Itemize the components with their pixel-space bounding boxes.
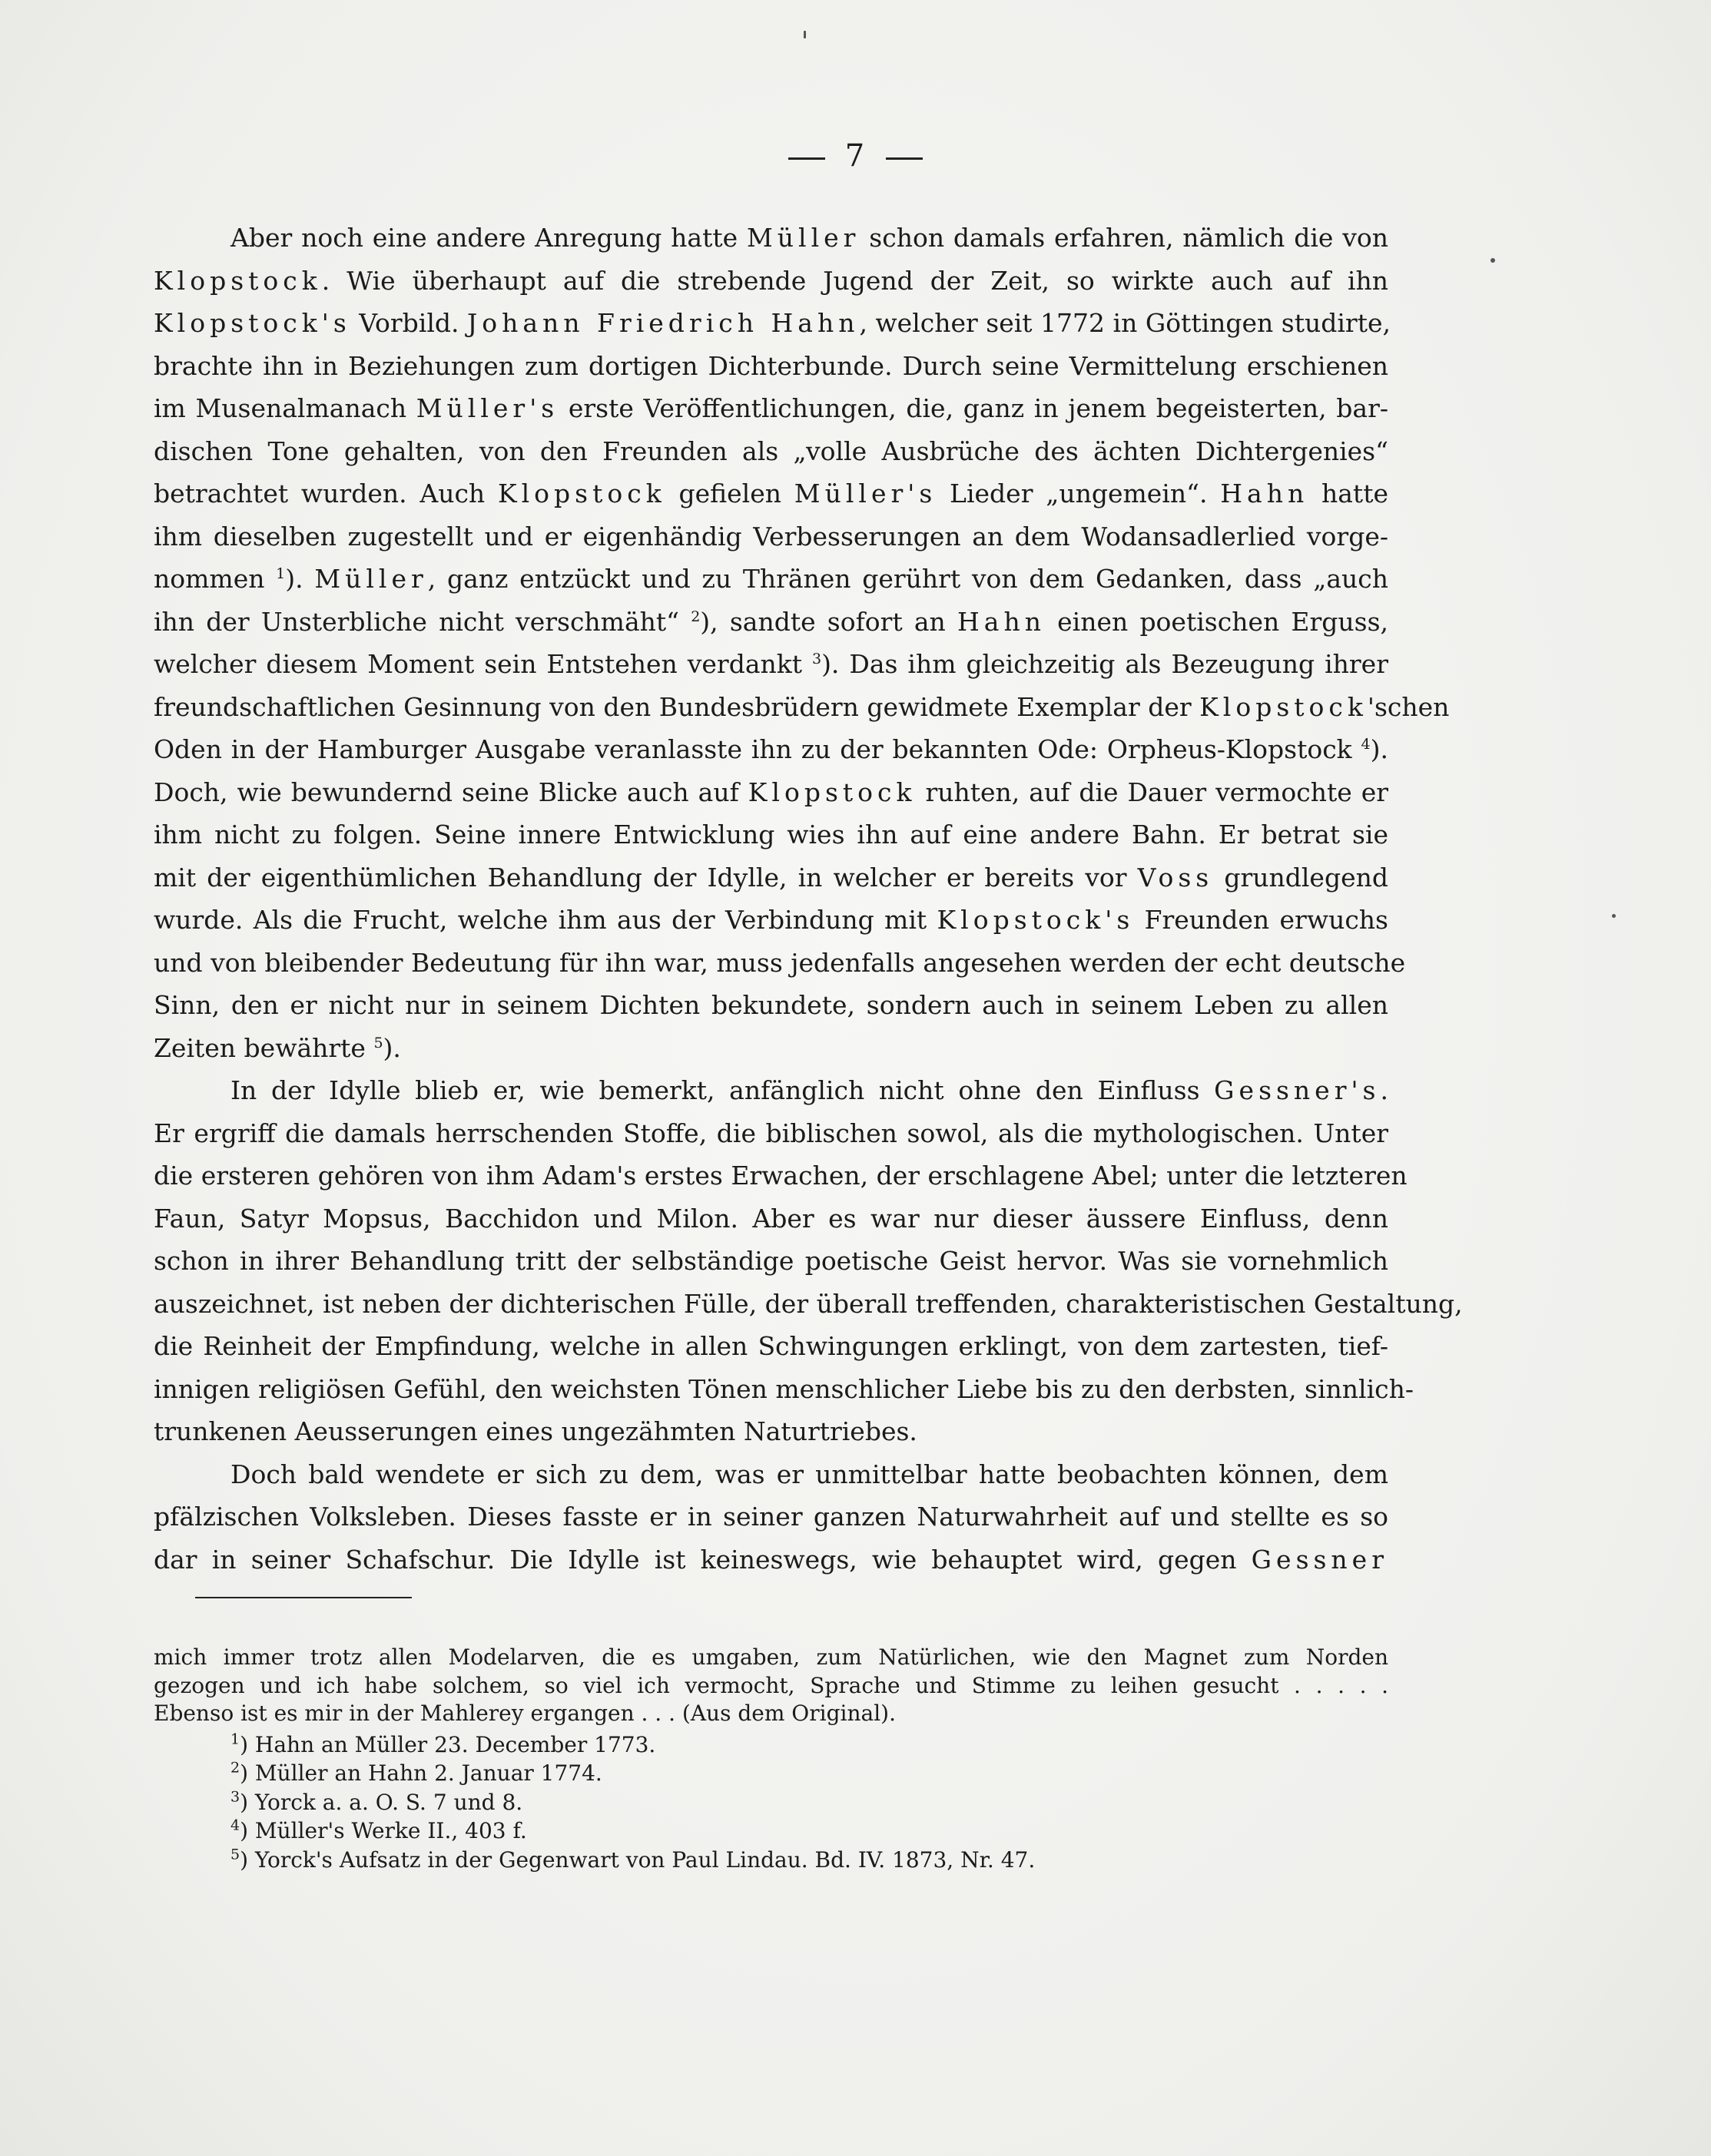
text-run: Lieder „ungemein“. — [937, 479, 1221, 508]
footnote-rule — [195, 1597, 412, 1598]
footnote-4 — [154, 1817, 1388, 1846]
footnote-number: 5 — [230, 1846, 240, 1863]
footnote-ref: 4 — [1361, 736, 1371, 753]
text-run: dischen Tone gehalten, von den Freunden als „volle Ausbrüche des ächten Dichtergenies“ — [154, 436, 1388, 466]
text-run: ). — [383, 1032, 401, 1063]
spaced-name: Johann Friedrich Hahn — [467, 308, 860, 338]
body-line — [154, 345, 1388, 388]
text-run: pfälzischen Volksleben. Dieses fasste er in seiner ganzen Naturwahrheit auf und stellte es so — [154, 1502, 1388, 1532]
text-run: nommen — [154, 564, 277, 594]
text-run: ), sandte sofort an — [700, 606, 957, 637]
body-line — [154, 771, 1388, 814]
text-run: schon in ihrer Behandlung tritt der selbständige poetische Geist hervor. Was sie vornehmlich — [154, 1246, 1388, 1276]
body-line — [154, 1197, 1388, 1240]
spaced-name: Gessner's — [1214, 1075, 1381, 1105]
text-run: ruhten, auf die Dauer vermochte er — [916, 777, 1389, 807]
text-run: auszeichnet, ist neben der dichterischen Fülle, der überall treffenden, charakteristischen Gestaltung, — [154, 1288, 1463, 1319]
footnote-ref: 5 — [373, 1034, 383, 1052]
spaced-name: Hahn — [957, 606, 1046, 637]
footnote-text: Yorck a. a. O. S. 7 und 8. — [254, 1789, 523, 1815]
body-line — [154, 1410, 1388, 1453]
spaced-name: Klopstock's — [937, 905, 1135, 935]
footnote-number: 1 — [230, 1730, 240, 1748]
body-line — [154, 1495, 1388, 1538]
body-line — [154, 942, 1406, 985]
text-run: schon damals erfahren, nämlich die von — [860, 223, 1389, 253]
text-run: Freunden erwuchs — [1134, 905, 1388, 935]
speck — [1490, 258, 1495, 263]
text-run: dar in seiner Schafschur. Die Idylle ist keineswegs, wie behauptet wird, gegen — [154, 1544, 1252, 1575]
footnote-number: 4 — [230, 1817, 240, 1834]
text-run: wurde. Als die Frucht, welche ihm aus der Verbindung mit — [154, 905, 937, 935]
page-number: 7 — [0, 138, 1711, 174]
body-line — [154, 430, 1388, 473]
footnote-1 — [154, 1730, 1388, 1760]
text-run: Doch bald wendete er sich zu dem, was er unmittelbar hatte beobachten können, dem — [230, 1459, 1388, 1489]
text-run: . — [1380, 1075, 1388, 1105]
spaced-name: Klopstock — [1199, 691, 1368, 722]
text-run: ihn der Unsterbliche nicht verschmäht“ — [154, 606, 691, 637]
footnote-number: 3 — [230, 1788, 240, 1806]
text-run: , ganz entzückt und zu Thränen gerührt von dem Gedanken, dass „auch — [427, 564, 1388, 594]
footnote-list — [154, 1730, 1388, 1875]
body-line — [154, 601, 1388, 644]
spaced-name: Klopstock — [154, 265, 322, 296]
body-line — [154, 1538, 1388, 1581]
body-line — [154, 217, 1388, 260]
text-run: 'schen — [1367, 691, 1450, 722]
dash-right — [886, 157, 923, 160]
footnote-3 — [154, 1788, 1388, 1817]
footnote-quote-line: mich immer trotz allen Modelarven, die es umgaben, zum Natürlichen, wie den Magnet zum Norden — [154, 1644, 1388, 1670]
spaced-name: Müller — [314, 564, 428, 594]
body-line — [154, 813, 1388, 856]
spaced-name: Klopstock — [497, 479, 666, 508]
body-text — [154, 217, 1463, 1581]
body-line — [154, 1325, 1388, 1368]
footnote-paren: ) — [240, 1789, 255, 1815]
text-run: Sinn, den er nicht nur in seinem Dichten bekundete, sondern auch in seinem Leben zu allen — [154, 990, 1388, 1020]
body-line — [154, 1112, 1388, 1155]
text-run: Er ergriff die damals herrschenden Stoffe, die biblischen sowol, als die mythologischen. Unter — [154, 1118, 1388, 1148]
text-run: und von bleibender Bedeutung für ihn war, muss jedenfalls angesehen werden der echt deutsche — [154, 947, 1406, 978]
dash-left — [788, 157, 825, 160]
text-run: Aber noch eine andere Anregung hatte — [230, 223, 747, 253]
body-line — [154, 1368, 1414, 1411]
body-line — [154, 1453, 1388, 1496]
text-run: ). — [285, 564, 315, 594]
text-run: In der Idylle blieb er, wie bemerkt, anfänglich nicht ohne den Einfluss — [230, 1075, 1215, 1105]
body-line — [154, 1240, 1388, 1283]
text-run: grundlegend — [1213, 862, 1388, 893]
text-run: die Reinheit der Empfindung, welche in allen Schwingungen erklingt, von dem zartesten, tief- — [154, 1331, 1388, 1361]
text-run: ). Das ihm gleichzeitig als Bezeugung ihrer — [821, 649, 1388, 679]
footnote-paren: ) — [240, 1818, 255, 1843]
text-run: , welcher seit 1772 in Göttingen studirte, — [859, 308, 1391, 338]
footnotes-block — [154, 1644, 1388, 1874]
body-line — [154, 1069, 1388, 1112]
body-line — [154, 1283, 1463, 1326]
text-run: ). — [1370, 734, 1388, 764]
text-run: die ersteren gehören von ihm Adam's erstes Erwachen, der erschlagene Abel; unter die letzteren — [154, 1161, 1408, 1191]
text-run: innigen religiösen Gefühl, den weichsten Tönen menschlicher Liebe bis zu den derbsten, sinnlich- — [154, 1373, 1414, 1404]
text-run: . Wie überhaupt auf die strebende Jugend der Zeit, so wirkte auch auf ihn — [321, 265, 1388, 296]
spaced-name: Klopstock's — [154, 308, 351, 338]
footnote-ref: 2 — [691, 608, 701, 625]
spaced-name: Müller's — [416, 393, 559, 423]
footnote-text: Yorck's Aufsatz in der Gegenwart von Paul Lindau. Bd. IV. 1873, Nr. 47. — [254, 1846, 1036, 1873]
text-run: gefielen — [665, 479, 794, 508]
text-run: hatte — [1308, 479, 1388, 508]
footnote-paren: ) — [240, 1731, 255, 1757]
body-line — [154, 984, 1388, 1027]
footnote-quote-continuation — [154, 1644, 1388, 1728]
body-line — [154, 558, 1388, 601]
text-run: Zeiten bewährte — [154, 1032, 374, 1063]
footnote-text: Müller an Hahn 2. Januar 1774. — [254, 1760, 602, 1786]
text-run: trunkenen Aeusserungen eines ungezähmten Naturtriebes. — [154, 1416, 917, 1446]
body-line — [154, 899, 1388, 942]
footnote-2 — [154, 1759, 1388, 1788]
text-run: betrachtet wurden. Auch — [154, 479, 498, 508]
text-run: Doch, wie bewundernd seine Blicke auch auf — [154, 777, 748, 807]
text-run: Faun, Satyr Mopsus, Bacchidon und Milon. Aber es war nur dieser äussere Einfluss, denn — [154, 1203, 1388, 1234]
body-line — [154, 728, 1388, 771]
text-run: ihm nicht zu folgen. Seine innere Entwicklung wies ihn auf eine andere Bahn. Er betrat sie — [154, 820, 1388, 849]
footnote-ref: 3 — [811, 651, 822, 667]
text-run: ihm dieselben zugestellt und er eigenhändig Verbesserungen an dem Wodansadlerlied vorge- — [154, 521, 1388, 551]
speck — [804, 31, 806, 38]
body-line — [154, 260, 1388, 303]
footnote-quote-line: gezogen und ich habe solchem, so viel ich vermocht, Sprache und Stimme zu leihen gesucht . . . . . — [154, 1672, 1388, 1698]
body-line — [154, 1027, 1388, 1070]
text-run: mit der eigenthümlichen Behandlung der Idylle, in welcher er bereits vor — [154, 862, 1138, 893]
body-line — [154, 515, 1388, 558]
footnote-quote-line: Ebenso ist es mir in der Mahlerey ergangen . . . (Aus dem Original). — [154, 1701, 896, 1726]
footnote-5 — [154, 1846, 1388, 1875]
spaced-name: Klopstock — [748, 777, 917, 807]
spaced-name: Voss — [1137, 862, 1214, 893]
spaced-name: Müller — [746, 223, 860, 253]
text-run: im Musenalmanach — [154, 393, 416, 423]
footnote-text: Müller's Werke II., 403 f. — [254, 1818, 527, 1843]
text-run: erste Veröffentlichungen, die, ganz in jenem begeisterten, bar- — [559, 393, 1388, 423]
footnote-paren: ) — [240, 1846, 255, 1873]
footnote-ref: 1 — [276, 565, 286, 582]
body-line — [154, 302, 1391, 345]
body-line — [154, 387, 1388, 430]
spaced-name: Gessner — [1251, 1544, 1388, 1575]
body-line — [154, 856, 1388, 899]
text-run: einen poetischen Erguss, — [1045, 606, 1389, 637]
body-line — [154, 643, 1388, 686]
body-line — [154, 686, 1450, 729]
text-run: freundschaftlichen Gesinnung von den Bundesbrüdern gewidmete Exemplar der — [154, 691, 1200, 722]
footnote-number: 2 — [230, 1759, 240, 1777]
spaced-name: Müller's — [794, 479, 937, 508]
spaced-name: Hahn — [1220, 479, 1309, 508]
footnote-text: Hahn an Müller 23. December 1773. — [254, 1731, 656, 1757]
body-line — [154, 472, 1388, 515]
body-line — [154, 1154, 1408, 1197]
text-run: Oden in der Hamburger Ausgabe veranlasste ihn zu der bekannten Ode: Orpheus-Klopstock — [154, 734, 1361, 764]
text-run: welcher diesem Moment sein Entstehen verdankt — [154, 649, 812, 679]
speck — [1612, 914, 1616, 918]
text-run: brachte ihn in Beziehungen zum dortigen Dichterbunde. Durch seine Vermittelung erschienen — [154, 350, 1388, 381]
footnote-paren: ) — [240, 1760, 255, 1786]
text-run: Vorbild. — [350, 308, 468, 338]
